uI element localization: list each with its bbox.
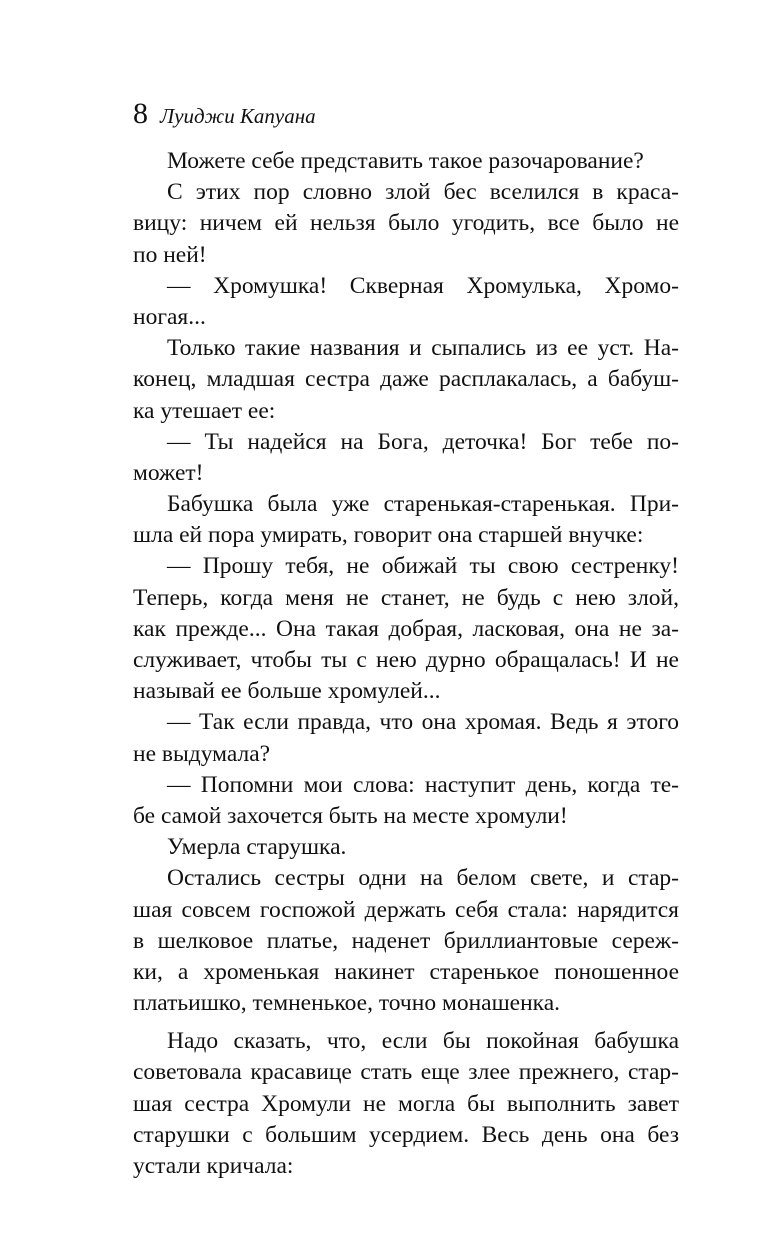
text-line: вицу: ничем ей нельзя было угодить, все было не [133, 210, 679, 237]
text-line: Можете себе представить такое разочарование? [167, 148, 644, 174]
text-line: может! [133, 459, 204, 486]
text-line: по ней! [133, 241, 207, 268]
text-line: Теперь, когда меня не станет, не будь с нею злой, [133, 584, 679, 611]
text-line: не выдумала? [133, 740, 271, 767]
text-line: старушки с большим усердием. Весь день она без [133, 1121, 679, 1148]
text-line: устали кричала: [133, 1153, 294, 1179]
author-name: Луиджи Капуана [160, 104, 316, 128]
text-line: ки, а хроменькая накинет старенькое поношенное [133, 958, 679, 985]
text-line: шла ей пора умирать, говорит она старшей внучке: [133, 522, 644, 549]
text-line: в шелковое платье, наденет бриллиантовые сереж- [133, 927, 679, 954]
text-line: — Так если правда, что она хромая. Ведь я этого [167, 709, 679, 736]
text-line: бе самой захочется быть на месте хромули! [133, 802, 568, 829]
text-line: — Хромушка! Скверная Хромулька, Хромо- [167, 272, 679, 299]
text-line: С этих пор словно злой бес вселился в краса- [167, 179, 679, 206]
text-line: Только такие названия и сыпались из ее уст. На- [167, 335, 679, 362]
text-line: — Ты надейся на Бога, деточка! Бог тебе по- [167, 428, 679, 455]
text-line: как прежде... Она такая добрая, ласковая, она не за- [133, 615, 679, 642]
text-line: платьишко, темненькое, точно монашенка. [133, 990, 561, 1017]
text-line: ногая... [133, 303, 206, 330]
text-line: шая совсем госпожой держать себя стала: нарядится [133, 896, 679, 923]
text-line: конец, младшая сестра даже расплакалась, а бабуш- [133, 366, 679, 393]
body-text [133, 146, 679, 1182]
text-line: называй ее больше хромулей... [133, 678, 441, 705]
text-line: Умерла старушка. [167, 834, 347, 861]
text-line: советовала красавице стать еще злее прежнего, стар- [133, 1059, 679, 1086]
text-line: Надо сказать, что, если бы покойная бабушка [167, 1028, 679, 1055]
text-line: — Прошу тебя, не обижай ты свою сестренку! [167, 553, 679, 580]
text-line: шая сестра Хромули не могла бы выполнить завет [133, 1090, 679, 1117]
page-number: 8 [133, 97, 148, 130]
text-line: Бабушка была уже старенькая-старенькая. При- [167, 491, 679, 518]
text-line: служивает, чтобы ты с нею дурно обращалась! И не [133, 647, 679, 673]
text-line: ка утешает ее: [133, 397, 276, 424]
text-line: — Попомни мои слова: наступит день, когда те- [167, 771, 679, 798]
running-head [133, 96, 316, 132]
text-line: Остались сестры одни на белом свете, и стар- [167, 865, 679, 892]
